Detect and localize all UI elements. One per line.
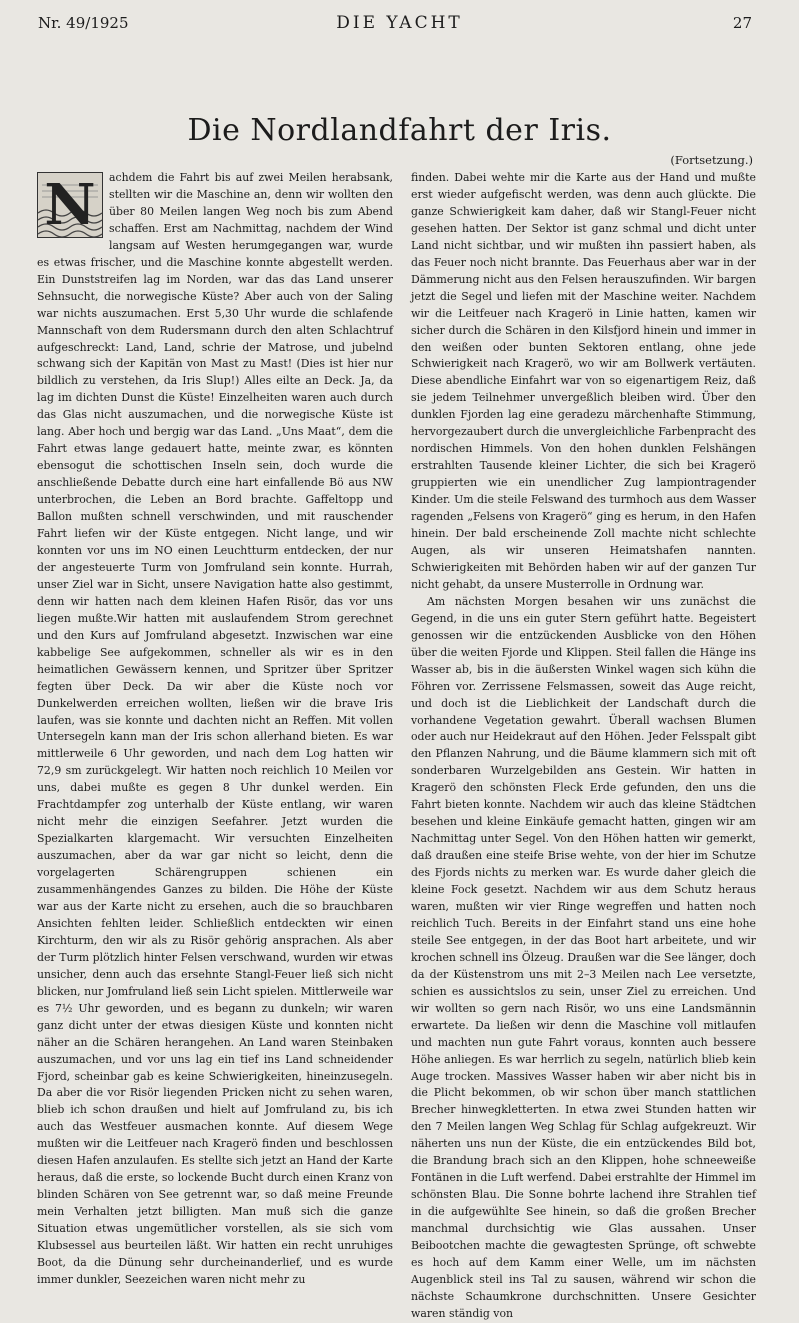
left-column-text: achdem die Fahrt bis auf zwei Meilen herabsank, stellten wir die Maschine an, denn wir wollten den über 80 Meilen langen Weg noch bis zum Abend schaffen. Erst am Nachmittag, nachdem der Wind langsam auf Westen herumgegangen war, wurde es etwas frischer, und die Maschine konnte abgestellt werden. Ein Dunststreifen lag im Norden, war das das Land unserer Sehnsucht, die norwegische Küste? Aber auch von der Saling war nichts auszumachen. Erst 5,30 Uhr wurde die schlafende Mannschaft von dem Rudersmann durch den alten Schlachtruf aufgeschreckt: Land, Land, schrie der Matrose, und jubelnd schwang sich der Kapitän von Mast zu Mast! (Dies ist hier nur bildlich zu verstehen, da Iris Slup!) Alles eilte an Deck. Ja, da lag im dichten Dunst die Küste! Einzelheiten waren auch durch das Glas nicht auszumachen, und die norwegische Küste ist lang. Aber hoch und bergig war das Land. „Uns Maat“, dem die Fahrt etwas lange gedauert hatte, meinte zwar, es könnten ebensogut die schottischen Inseln sein, doch wurde die anschließende Debatte durch eine hart einfallende Bö aus NW unterbrochen, die Leben an Bord brachte. Gaffeltopp und Ballon mußten schnell verschwinden, und mit rauschender Fahrt liefen wir der Küste entgegen. Nicht lange, und wir konnten vor uns im NO einen Leuchtturm entdecken, der nur der angesteuerte Turm von Jomfruland sein konnte. Hurrah, unser Ziel war in Sicht, unsere Navigation hatte also gestimmt, denn wir hatten nach dem kleinen Hafen Risör, das vor uns liegen mußte.Wir hatten mit auslaufendem Strom gerechnet und den Kurs auf Jomfruland abgesetzt. Inzwischen war eine kabbelige See aufgekommen, schneller als wir es in den heimatlichen Gewässern kennen, und Spritzer über Spritzer fegten über Deck. Da wir aber die Küste noch vor Dunkelwerden erreichen wollten, ließen wir die brave Iris laufen, was sie konnte und dachten nicht an Reffen. Mit vollen Untersegeln kann man der Iris schon allerhand bieten. Es war mittlerweile 6 Uhr geworden, und nach dem Log hatten wir 72,9 sm zurückgelegt. Wir hatten noch reichlich 10 Meilen vor uns, dabei mußte es gegen 8 Uhr dunkel werden. Ein Frachtdampfer zog unterhalb der Küste entlang, wir waren nicht mehr die einzigen Seefahrer. Jetzt wurden die Spezialkarten klargemacht. Wir versuchten Einzelheiten auszumachen, aber da war gar nicht so leicht, denn die vorgelagerten Schärengruppen schienen ein zusammenhängendes Ganzes zu bilden. Die Höhe der Küste war aus der Karte nicht zu ersehen, auch die so brauchbaren Ansichten fehlten leider. Schließlich entdeckten wir einen Kirchturm, den wir als zu Risör gehörig ansprachen. Als aber der Turm plötzlich hinter Felsen verschwand, wurden wir etwas unsicher, denn auch das ersehnte Stangl-Feuer ließ sich nicht blicken, nur Jomfruland ließ sein Licht spielen. Mittlerweile war es 7½ Uhr geworden, und es begann zu dunkeln; wir waren ganz dicht unter der etwas diesigen Küste und konnten nicht näher an die Schären herangehen. An Land waren Steinbaken auszumachen, und vor uns lag ein tief ins Land schneidender Fjord, scheinbar gab es keine Schwierigkeiten, hineinzusegeln. Da aber die vor Risör liegenden Pricken nicht zu sehen waren, blieb ich schon draußen und hielt auf Jomfruland zu, bis ich auch das Westfeuer ausmachen konnte. Auf diesem Wege mußten wir die Leitfeuer nach Kragerö finden und beschlossen diesen Hafen anzulaufen. Es stellte sich jetzt an Hand der Karte heraus, daß die erste, so lockende Bucht durch einen Kranz von blinden Schären von See getrennt war, so daß meine Freunde mein Verhalten jetzt billigten. Man muß sich die ganze Situation etwas ungemütlicher vorstellen, als sie sich vom Klubsessel aus beurteilen läßt. Wir hatten ein recht unruhiges Boot, da die Dünung sehr durcheinanderlief, und es wurde immer dunkler, Seezeichen waren nicht mehr zu <box>37 171 393 1286</box>
left-column <box>37 170 393 1286</box>
issue-number: Nr. 49/1925 <box>38 14 129 32</box>
article-title: Die Nordlandfahrt der Iris. <box>187 113 612 148</box>
paragraph: Am nächsten Morgen besahen wir uns zunächst die Gegend, in die uns ein guter Stern geführt hatte. Begeistert genossen wir die entzückenden Ausblicke von den Höhen über die weiten Fjorde und Klippen. Steil fallen die Hänge ins Wasser ab, bis in die äußersten Winkel wagen sich kühn die Föhren vor. Zerrissene Felsmassen, soweit das Auge reicht, und doch ist die Lieblichkeit der Landschaft durch die vorhandene Vegetation gewahrt. Überall wachsen Blumen oder auch nur Heidekraut auf den Höhen. Jeder Felsspalt gibt den Pflanzen Nahrung, und die Bäume klammern sich mit oft sonderbaren Wurzelgebilden ans Gestein. Wir hatten in Kragerö den schönsten Fleck Erde gefunden, den uns die Fahrt bieten konnte. Nachdem wir auch das kleine Städtchen besehen und kleine Einkäufe gemacht hatten, gingen wir am Nachmittag unter Segel. Von den Höhen hatten wir gemerkt, daß draußen eine steife Brise wehte, von der hier im Schutze des Fjords nichts zu merken war. Es wurde daher gleich die kleine Fock gesetzt. Nachdem wir aus dem Schutz heraus waren, mußten wir vier Ringe wegreffen und hatten noch reichlich Tuch. Bereits in der Einfahrt stand uns eine hohe steile See entgegen, in der das Boot hart arbeitete, und wir krochen schnell ins Ölzeug. Draußen war die See länger, doch da der Küstenstrom uns mit 2–3 Meilen nach Lee versetzte, schien es aussichtslos zu sein, unser Ziel zu erreichen. Und wir wollten so gern nach Risör, wo uns eine Landsmännin erwartete. Da ließen wir denn die Maschine voll mitlaufen und machten nun gute Fahrt voraus, konnten auch bessere Höhe anliegen. Es war herrlich zu segeln, natürlich blieb kein Auge trocken. Massives Wasser haben wir aber nicht bis in die Plicht bekommen, ob wir schon über manch stattlichen Brecher hinwegkletterten. In etwa zwei Stunden hatten wir den 7 Meilen langen Weg Schlag für Schlag aufgekreuzt. Wir näherten uns nun der Küste, die ein entzückendes Bild bot, die Brandung brach sich an den Klippen, hohe schneeweiße Fontänen in die Luft werfend. Dabei erstrahlte der Himmel im schönsten Blau. Die Sonne bohrte lachend ihre Strahlen tief in die aufgewühlte See hinein, so daß die großen Brecher manchmal durchsichtig wie Glas aussahen. Unser Beibootchen machte die gewagtesten Sprünge, oft schwebte es hoch auf dem Kamm einer Welle, um im nächsten Augenblick steil ins Tal zu sausen, während wir schon die nächste Schaumkrone durchschnitten. Unsere Gesichter waren ständig von <box>411 594 756 1320</box>
paragraph: finden. Dabei wehte mir die Karte aus der Hand und mußte erst wieder aufgefischt werden, was denn auch glückte. Die ganze Schwierigkeit kam daher, daß wir Stangl-Feuer nicht gesehen hatten. Der Sektor ist ganz schmal und dicht unter Land nicht sichtbar, und wir mußten ihn passiert haben, als das Feuer noch nicht brannte. Das Feuerhaus aber war in der Dämmerung nicht aus den Felsen herauszufinden. Wir bargen jetzt die Segel und liefen mit der Maschine weiter. Nachdem wir die Leitfeuer nach Kragerö in Linie hatten, kamen wir sicher durch die Schären in den Kilsfjord hinein und immer in den weißen oder bunten Sektoren entlang, ohne jede Schwierigkeit nach Kragerö, wo wir am Bollwerk vertäuten. Diese abendliche Einfahrt war von so eigenartigem Reiz, daß sie jedem Teilnehmer unvergeßlich bleiben wird. Über den dunklen Fjorden lag eine geradezu märchenhafte Stimmung, hervorgezaubert durch die unvergleichliche Farbenpracht des nordischen Himmels. Von den hohen dunklen Felshängen erstrahlten Tausende kleiner Lichter, die sich bei Kragerö gruppierten wie ein unendlicher Zug lampiontragender Kinder. Um die steile Felswand des turmhoch aus dem Wasser ragenden „Felsens von Kragerö“ ging es herum, in den Hafen hinein. Der bald erscheinende Zoll machte nicht schlechte Augen, als wir unseren Heimatshafen nannten. Schwierigkeiten mit Behörden haben wir auf der ganzen Tur nicht gehabt, da unsere Musterrolle in Ordnung war. <box>411 171 756 591</box>
continuation-note: (Fortsetzung.) <box>670 153 753 167</box>
magazine-name: DIE YACHT <box>336 13 463 33</box>
drop-cap-letter: N <box>44 172 96 238</box>
drop-cap-initial <box>37 172 103 238</box>
page-number: 27 <box>732 14 752 32</box>
right-column <box>411 170 756 1320</box>
